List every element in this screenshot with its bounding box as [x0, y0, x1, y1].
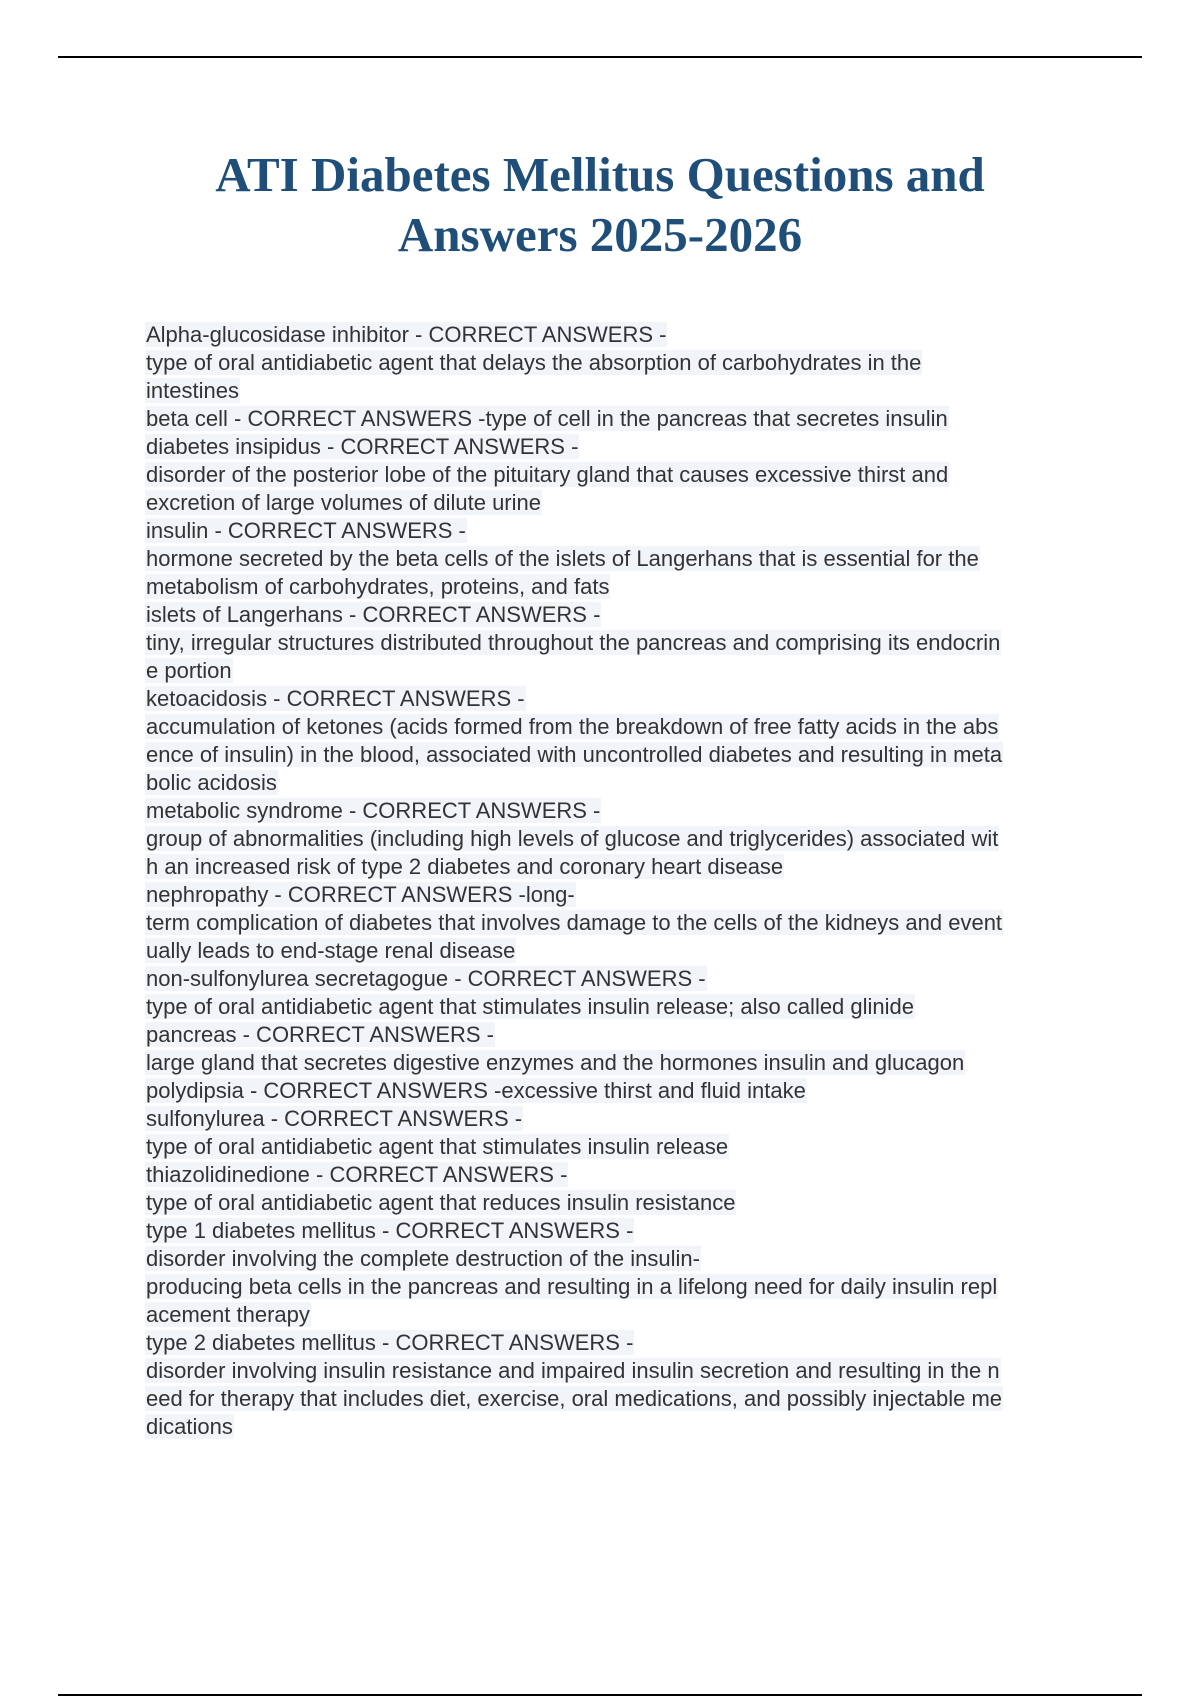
- text-line: diabetes insipidus - CORRECT ANSWERS -: [146, 434, 579, 459]
- text-line: disorder involving insulin resistance and impaired insulin secretion and resulting in the n: [146, 1358, 1000, 1383]
- text-line: term complication of diabetes that involves damage to the cells of the kidneys and event: [146, 910, 1003, 935]
- text-line: accumulation of ketones (acids formed from the breakdown of free fatty acids in the abs: [146, 714, 999, 739]
- text-line: bolic acidosis: [146, 770, 277, 795]
- text-line: beta cell - CORRECT ANSWERS -type of cell in the pancreas that secretes insulin: [146, 406, 948, 431]
- title-line-2: Answers 2025-2026: [397, 207, 803, 262]
- text-line: thiazolidinedione - CORRECT ANSWERS -: [146, 1162, 568, 1187]
- text-line: group of abnormalities (including high levels of glucose and triglycerides) associated wit: [146, 826, 999, 851]
- text-line: non-sulfonylurea secretagogue - CORRECT ANSWERS -: [146, 966, 706, 991]
- text-line: excretion of large volumes of dilute urine: [146, 490, 541, 515]
- text-line: large gland that secretes digestive enzymes and the hormones insulin and glucagon: [146, 1050, 965, 1075]
- qa-list: [145, 321, 1090, 1441]
- text-line: pancreas - CORRECT ANSWERS -: [146, 1022, 495, 1047]
- top-rule: [58, 56, 1142, 58]
- text-line: intestines: [146, 378, 239, 403]
- text-line: nephropathy - CORRECT ANSWERS -long-: [146, 882, 575, 907]
- text-line: h an increased risk of type 2 diabetes and coronary heart disease: [146, 854, 784, 879]
- text-line: Alpha-glucosidase inhibitor - CORRECT ANSWERS -: [146, 322, 667, 347]
- text-line: type of oral antidiabetic agent that reduces insulin resistance: [146, 1190, 736, 1215]
- text-line: tiny, irregular structures distributed throughout the pancreas and comprising its endocrin: [146, 630, 1001, 655]
- bottom-rule: [58, 1694, 1142, 1696]
- text-line: ence of insulin) in the blood, associated with uncontrolled diabetes and resulting in meta: [146, 742, 1003, 767]
- text-line: islets of Langerhans - CORRECT ANSWERS -: [146, 602, 601, 627]
- text-line: polydipsia - CORRECT ANSWERS -excessive thirst and fluid intake: [146, 1078, 806, 1103]
- document-title: [100, 145, 1100, 265]
- text-line: disorder involving the complete destruction of the insulin-: [146, 1246, 700, 1271]
- text-line: type 2 diabetes mellitus - CORRECT ANSWERS -: [146, 1330, 634, 1355]
- text-line: acement therapy: [146, 1302, 310, 1327]
- text-line: sulfonylurea - CORRECT ANSWERS -: [146, 1106, 523, 1131]
- text-line: type of oral antidiabetic agent that stimulates insulin release: [146, 1134, 729, 1159]
- text-line: dications: [146, 1414, 233, 1439]
- text-line: type 1 diabetes mellitus - CORRECT ANSWERS -: [146, 1218, 634, 1243]
- text-line: ually leads to end-stage renal disease: [146, 938, 516, 963]
- title-line-1: ATI Diabetes Mellitus Questions and: [215, 147, 985, 202]
- text-line: hormone secreted by the beta cells of the islets of Langerhans that is essential for the: [146, 546, 979, 571]
- text-line: metabolism of carbohydrates, proteins, and fats: [146, 574, 610, 599]
- text-line: type of oral antidiabetic agent that stimulates insulin release; also called glinide: [146, 994, 915, 1019]
- text-line: disorder of the posterior lobe of the pituitary gland that causes excessive thirst and: [146, 462, 949, 487]
- text-line: insulin - CORRECT ANSWERS -: [146, 518, 466, 543]
- text-line: producing beta cells in the pancreas and resulting in a lifelong need for daily insulin repl: [146, 1274, 998, 1299]
- text-line: e portion: [146, 658, 232, 683]
- text-line: eed for therapy that includes diet, exercise, oral medications, and possibly injectable me: [146, 1386, 1003, 1411]
- text-line: type of oral antidiabetic agent that delays the absorption of carbohydrates in the: [146, 350, 922, 375]
- text-line: metabolic syndrome - CORRECT ANSWERS -: [146, 798, 601, 823]
- text-line: ketoacidosis - CORRECT ANSWERS -: [146, 686, 525, 711]
